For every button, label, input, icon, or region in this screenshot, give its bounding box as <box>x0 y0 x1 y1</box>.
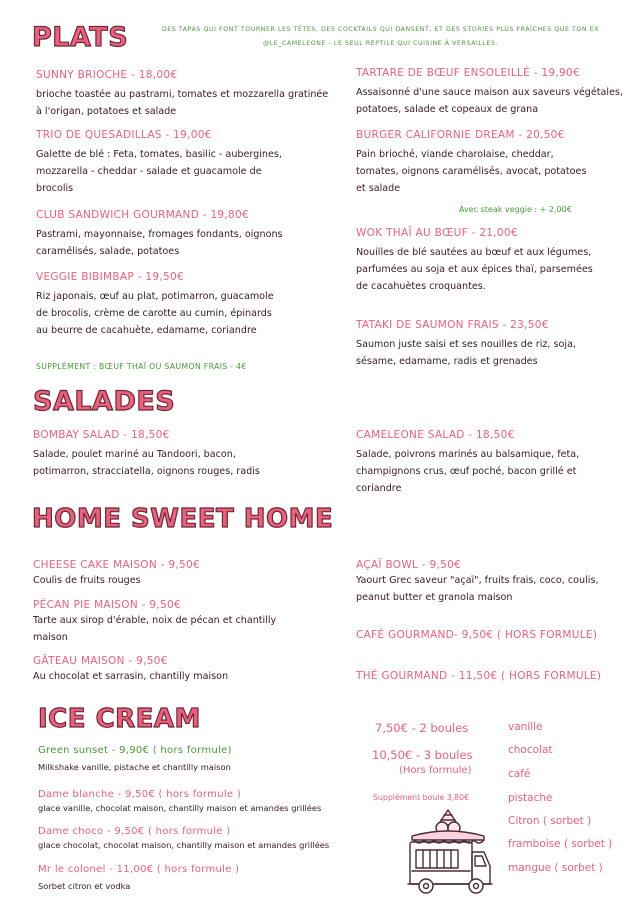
steak-veggie-note: Avec steak veggie : + 2,00€ <box>459 205 572 214</box>
price-three-scoops: 10,50€ - 3 boules <box>372 748 473 762</box>
item-title: TARTARE DE BŒUF ENSOLEILLÉ - 19,90€ <box>356 67 580 79</box>
menu-item-sunny-brioche <box>36 68 336 120</box>
item-description: Saumon juste saisi et ses nouilles de riz, soja, sésame, edamame, radis et grenades <box>356 339 576 367</box>
heading-salades: SALADES <box>33 386 176 417</box>
item-title: CLUB SANDWICH GOURMAND - 19,80€ <box>36 209 249 221</box>
item-title: CHEESE CAKE MAISON - 9,50€ <box>33 559 200 571</box>
flavor-item: pistache <box>508 792 553 804</box>
tagline <box>128 23 633 51</box>
menu-item-tartare-boeuf <box>356 66 624 118</box>
tagline-line-2: @LE_CAMELEONE - LE SEUL REPTILE QUI CUISINE À VERSAILLES. <box>262 40 499 47</box>
item-title: SUNNY BRIOCHE - 18,00€ <box>36 69 178 81</box>
item-title: BOMBAY SALAD - 18,50€ <box>33 429 170 441</box>
price-two-scoops: 7,50€ - 2 boules <box>375 721 469 735</box>
item-description: Coulis de fruits rouges <box>33 575 141 586</box>
heading-ice-cream: ICE CREAM <box>38 704 201 734</box>
item-title: PÉCAN PIE MAISON - 9,50€ <box>33 599 181 611</box>
item-description: Salade, poulet mariné au Tandoori, bacon, potimarron, stracciatella, oignons rouges, radis <box>33 449 260 477</box>
item-title: Green sunset - 9,90€ ( hors formule) <box>38 745 232 756</box>
item-description: Nouilles de blé sautées au bœuf et aux légumes, parfumées au soja et aux épices thaï, parsemées de cacahuètes croquantes. <box>356 247 593 292</box>
flavor-item: vanille <box>508 721 543 733</box>
supplement-note: SUPPLÉMENT : BŒUF THAÏ OU SAUMON FRAIS - 4€ <box>36 362 247 371</box>
item-title: CAMELEONE SALAD - 18,50€ <box>356 429 515 441</box>
scoop-supplement: Supplément boule 3,80€ <box>373 793 470 802</box>
item-title: AÇAÏ BOWL - 9,50€ <box>356 559 462 571</box>
menu-item-green-sunset <box>38 744 232 774</box>
flavor-item: framboise ( sorbet ) <box>508 838 613 850</box>
item-description: Galette de blé : Feta, tomates, basilic - aubergines, mozzarella - cheddar - salade et guacamole de brocolis <box>36 149 282 194</box>
item-description: Pastrami, mayonnaise, fromages fondants, oignons caramélisés, salade, potatoes <box>36 229 283 257</box>
heading-plats: PLATS <box>32 22 129 53</box>
item-title: Mr le colonel - 11,00€ ( hors formule ) <box>38 864 240 875</box>
menu-item-tataki-saumon <box>356 318 606 370</box>
menu-item-cheese-cake <box>33 558 313 589</box>
item-title: CAFÉ GOURMAND- 9,50€ ( HORS FORMULE) <box>356 629 598 641</box>
item-description: Assaisonné d'une sauce maison aux saveurs végétales, potatoes, salade et copeaux de grana <box>356 87 624 115</box>
item-description: brioche toastée au pastrami, tomates et mozzarella gratinée à l'origan, potatoes et salade <box>36 89 329 117</box>
item-title: Dame blanche - 9,50€ ( hors formule ) <box>38 789 242 800</box>
menu-item-mr-le-colonel <box>38 863 239 893</box>
tagline-line-1: DES TAPAS QUI FONT TOURNER LES TÊTES, DES COCKTAILS QUI DANSENT, ET DES STORIES PLUS FRAÎCHES QUE TON EX <box>161 26 600 33</box>
item-title: THÉ GOURMAND - 11,50€ ( HORS FORMULE) <box>356 670 602 682</box>
menu-item-veggie-bibimbap <box>36 270 274 339</box>
item-description: Riz japonais, œuf au plat, potimarron, guacamole de brocolis, crème de carotte au cumin, épinards au beurre de cacahuète, edamame, coriandre <box>36 291 274 336</box>
item-description: Salade, poivrons marinés au balsamique, feta, champignons crus, œuf poché, bacon grillé et coriandre <box>356 449 580 494</box>
menu-item-pecan-pie <box>33 598 281 646</box>
menu-item-burger-californie <box>356 128 592 197</box>
item-title: WOK THAÏ AU BŒUF - 21,00€ <box>356 227 518 239</box>
flavor-item: chocolat <box>508 744 553 756</box>
menu-item-gateau-maison <box>33 654 323 685</box>
item-description: Sorbet citron et vodka <box>38 881 131 891</box>
item-description: glace chocolat, chocolat maison, chantilly maison et amandes grillées <box>38 840 330 850</box>
menu-item-trio-quesadillas <box>36 128 298 197</box>
item-title: BURGER CALIFORNIE DREAM - 20,50€ <box>356 129 565 141</box>
heading-home-sweet-home: HOME SWEET HOME <box>32 504 334 534</box>
flavor-item: mangue ( sorbet ) <box>508 862 603 874</box>
item-description: Yaourt Grec saveur "açaï", fruits frais, coco, coulis, peanut butter et granola maison <box>356 575 599 603</box>
menu-item-dame-blanche <box>38 788 321 815</box>
price-three-note: (Hors formule) <box>399 765 472 776</box>
item-title: TRIO DE QUESADILLAS - 19,00€ <box>36 129 212 141</box>
flavor-item: Citron ( sorbet ) <box>508 815 592 827</box>
item-title: Dame choco - 9,50€ ( hors formule ) <box>38 826 231 837</box>
item-description: Tarte aux sirop d'érable, noix de pécan et chantilly maison <box>33 615 277 643</box>
ice-cream-truck-icon <box>398 806 498 901</box>
menu-item-acai-bowl <box>356 558 616 606</box>
flavor-item: café <box>508 768 531 780</box>
menu-item-the-gourmand <box>356 669 601 683</box>
menu-item-dame-choco <box>38 825 329 852</box>
item-description: Au chocolat et sarrasin, chantilly maison <box>33 671 229 682</box>
item-title: GÂTEAU MAISON - 9,50€ <box>33 655 168 667</box>
menu-item-cafe-gourmand <box>356 628 597 642</box>
item-title: TATAKI DE SAUMON FRAIS - 23,50€ <box>356 319 549 331</box>
item-title: VEGGIE BIBIMBAP - 19,50€ <box>36 271 184 283</box>
menu-item-wok-thai <box>356 226 606 295</box>
menu-item-cameleone-salad <box>356 428 618 497</box>
item-description: Pain brioché, viande charolaise, cheddar, tomates, oignons caramélisés, avocat, potatoes et salade <box>356 149 587 194</box>
menu-item-bombay-salad <box>33 428 283 480</box>
menu-item-club-sandwich <box>36 208 298 260</box>
item-description: Milkshake vanille, pistache et chantilly maison <box>38 762 231 772</box>
item-description: glace vanille, chocolat maison, chantilly maison et amandes grillées <box>38 803 322 813</box>
